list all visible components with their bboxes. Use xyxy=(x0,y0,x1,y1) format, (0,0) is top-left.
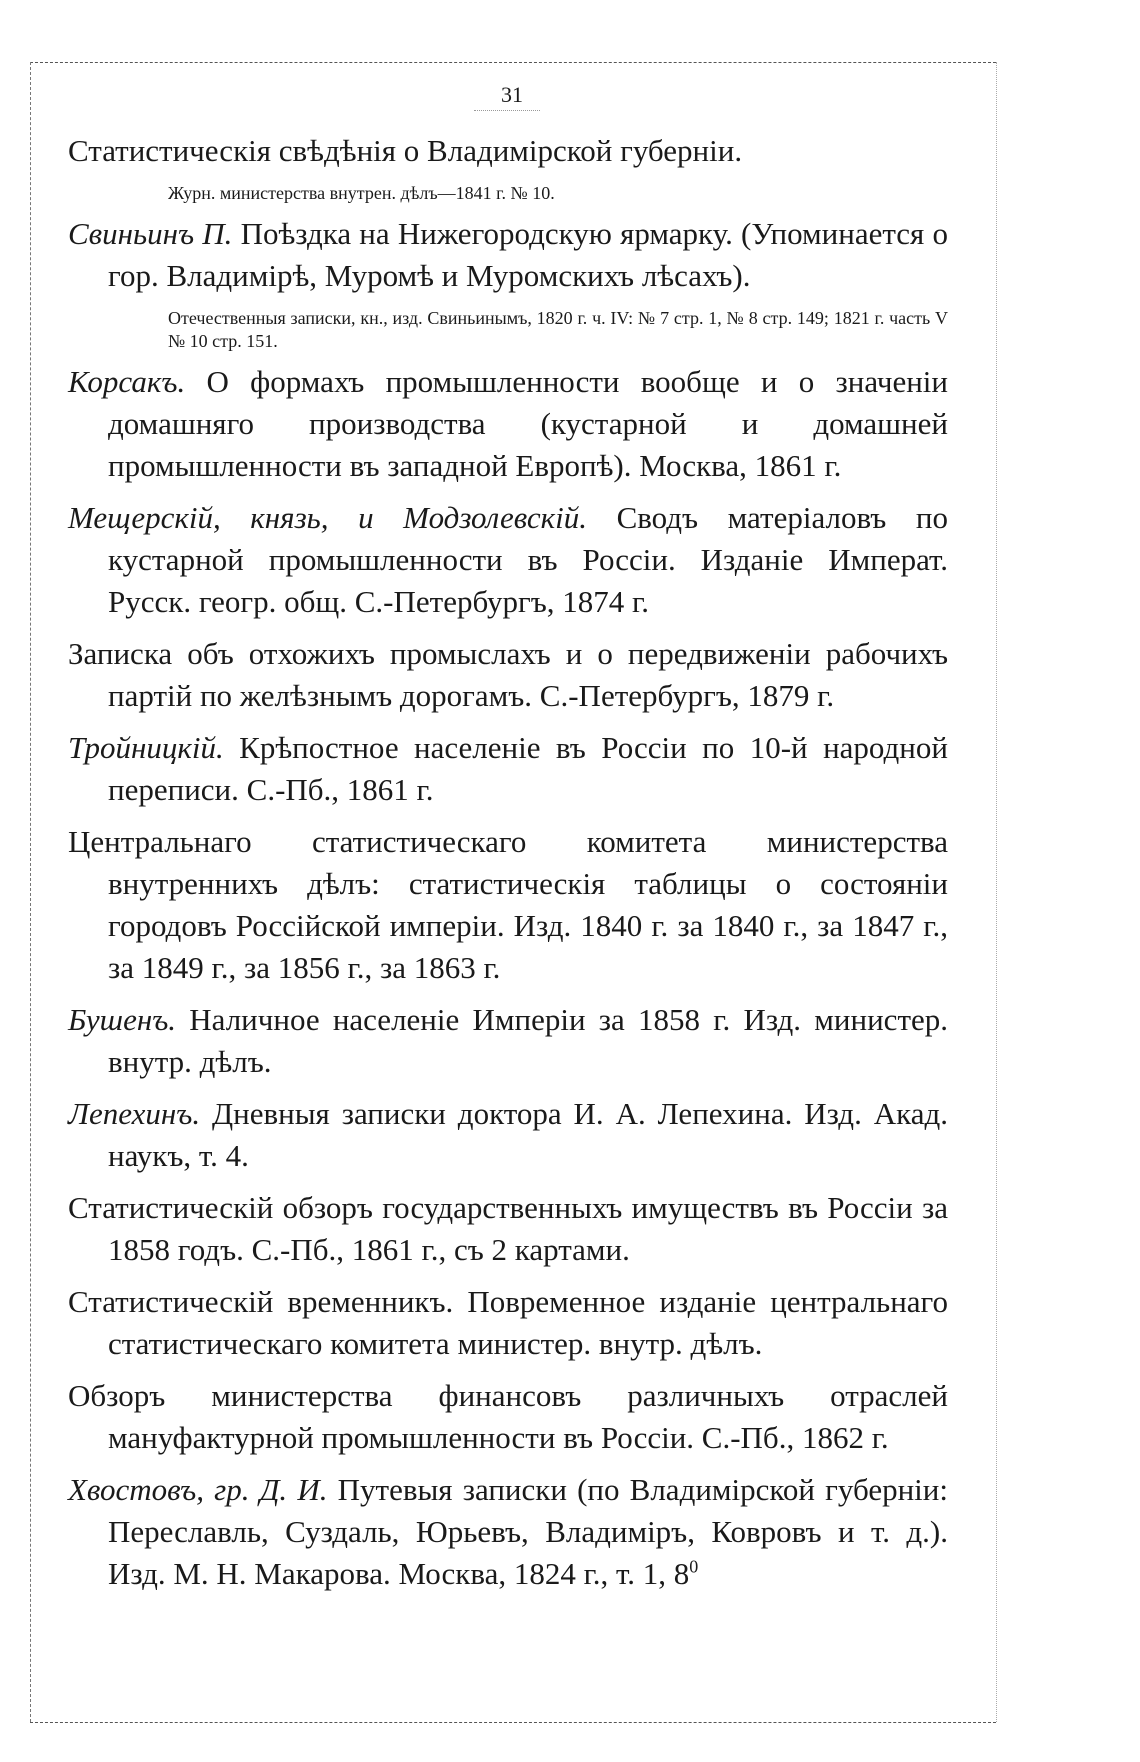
bibliography-entry xyxy=(68,727,948,811)
page-border-left xyxy=(30,62,31,1722)
entry-text: Поѣздка на Нижегородскую ярмарку. (Упоминается о гор. Владимірѣ, Муромѣ и Муромскихъ лѣсахъ). xyxy=(108,216,948,293)
entry-author: Тройницкій. xyxy=(68,730,224,765)
bibliography-entry xyxy=(68,1093,948,1177)
page-number-dots xyxy=(474,110,540,111)
bibliography-entry xyxy=(68,497,948,623)
entry-text: Путевыя записки (по Владимірской губерніи: Переславль, Суздаль, Юрьевъ, Владиміръ, Ковровъ и т. д.). Изд. М. Н. Макарова. Москва, 1824 г., т. 1, 8 xyxy=(108,1472,948,1591)
page-number: 31 xyxy=(501,82,523,107)
entry-text: Центральнаго статистическаго комитета министерства внутреннихъ дѣлъ: статистическія таблицы о состояніи городовъ Россійской имперіи. Изд. 1840 г. за 1840 г., за 1847 г., за 1849 г., за 1856 г., за 1863 г. xyxy=(68,824,948,985)
bibliography-list xyxy=(68,130,948,1605)
entry-author: Свиньинъ П. xyxy=(68,216,233,251)
entry-text: Статистическій обзоръ государственныхъ имуществъ въ Россіи за 1858 годъ. С.-Пб., 1861 г., съ 2 картами. xyxy=(68,1190,948,1267)
bibliography-entry xyxy=(68,1469,948,1595)
entry-text: Наличное населеніе Имперіи за 1858 г. Изд. министер. внутр. дѣлъ. xyxy=(108,1002,948,1079)
entry-text: Статистическія свѣдѣнія о Владимірской губерніи. xyxy=(68,133,743,168)
entry-author: Бушенъ. xyxy=(68,1002,177,1037)
entry-source-note: Отечественныя записки, кн., изд. Свиньинымъ, 1820 г. ч. IV: № 7 стр. 1, № 8 стр. 149; 1821 г. часть V № 10 стр. 151. xyxy=(168,308,948,351)
entry-text: О формахъ промышленности вообще и о значеніи домашняго производства (кустарной и домашней промышленности въ западной Европѣ). Москва, 1861 г. xyxy=(108,364,948,483)
entry-author: Мещерскій, князь, и Модзолевскій. xyxy=(68,500,587,535)
bibliography-entry xyxy=(68,130,948,172)
entry-text: Записка объ отхожихъ промыслахъ и о передвиженіи рабочихъ партій по желѣзнымъ дорогамъ. С.-Петербургъ, 1879 г. xyxy=(68,636,948,713)
bibliography-entry xyxy=(68,1281,948,1365)
bibliography-entry xyxy=(68,821,948,989)
entry-author: Корсакъ. xyxy=(68,364,186,399)
entry-author: Хвостовъ, гр. Д. И. xyxy=(68,1472,328,1507)
bibliography-entry xyxy=(68,213,948,297)
entry-text: Обзоръ министерства финансовъ различныхъ отраслей мануфактурной промышленности въ Россіи. С.-Пб., 1862 г. xyxy=(68,1378,948,1455)
entry-source-note: Журн. министерства внутрен. дѣлъ—1841 г. № 10. xyxy=(168,183,555,203)
bibliography-entry xyxy=(68,361,948,487)
degree-superscript: 0 xyxy=(689,1556,699,1577)
bibliography-entry xyxy=(68,1187,948,1271)
page-border-bottom xyxy=(30,1722,996,1723)
entry-text: Крѣпостное населеніе въ Россіи по 10-й народной переписи. С.-Пб., 1861 г. xyxy=(108,730,948,807)
page-border-right xyxy=(996,62,997,1722)
bibliography-entry xyxy=(68,999,948,1083)
entry-text: Дневныя записки доктора И. А. Лепехина. Изд. Акад. наукъ, т. 4. xyxy=(108,1096,948,1173)
bibliography-entry xyxy=(68,1375,948,1459)
bibliography-entry xyxy=(68,633,948,717)
entry-author: Лепехинъ. xyxy=(68,1096,201,1131)
entry-text: Статистическій временникъ. Повременное изданіе центральнаго статистическаго комитета министер. внутр. дѣлъ. xyxy=(68,1284,948,1361)
page-border-top xyxy=(30,62,996,63)
entry-text: Сводъ матеріаловъ по кустарной промышленности въ Россіи. Изданіе Императ. Русск. геогр. общ. С.-Петербургъ, 1874 г. xyxy=(108,500,949,619)
